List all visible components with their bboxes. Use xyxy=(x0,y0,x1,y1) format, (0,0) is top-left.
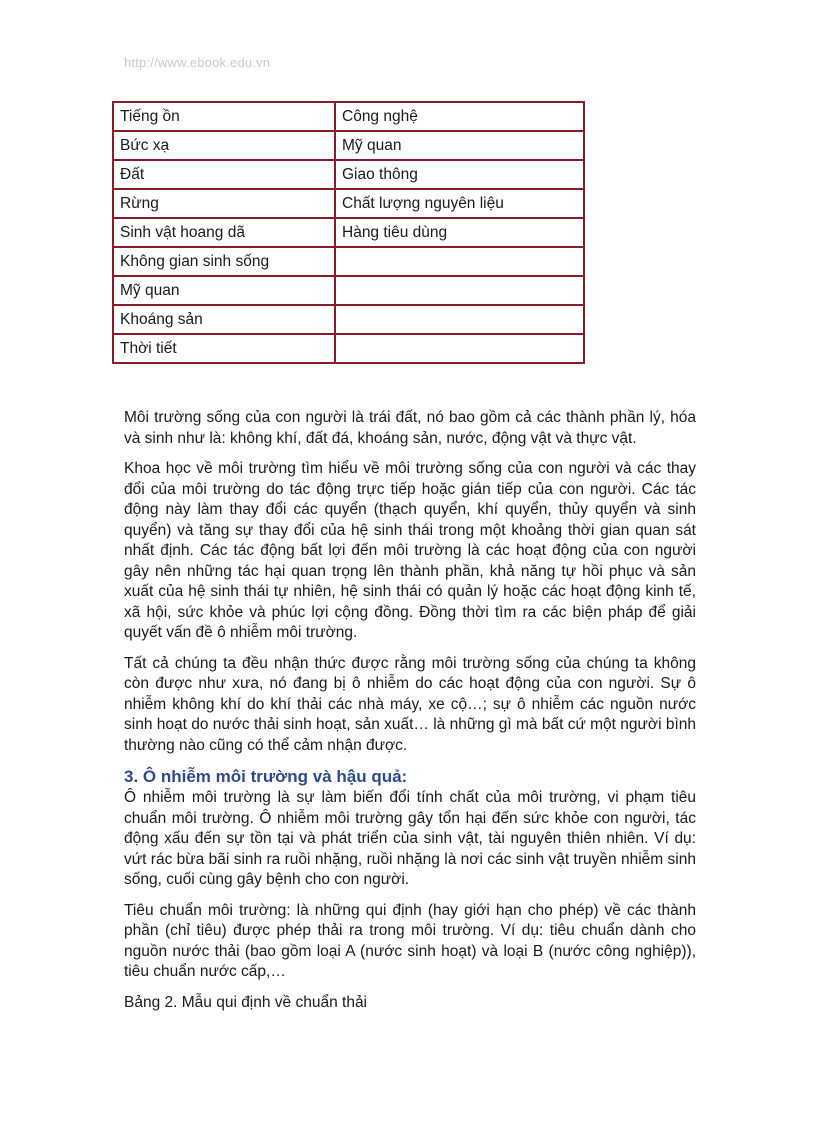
document-body xyxy=(124,408,696,1023)
paragraph-environmental-science: Khoa học về môi trường tìm hiểu về môi trường sống của con người và các thay đổi của môi trường do tác động trực tiếp hoặc gián tiếp của con người. Các tác động này làm thay đổi các quyển (thạch quyển, khí quyển, thủy quyển và sinh quyển) và tăng sự thay đổi của hệ sinh thái trong một khoảng thời gian quan sát nhất định. Các tác động bất lợi đến môi trường là các hoạt động của con người gây nên những tác hại quan trọng lên thành phần, khả năng tự hồi phục và sản xuất của hệ sinh thái tự nhiên, hệ sinh thái có quản lý hoặc các hoạt động kinh tế, xã hội, sức khỏe và phúc lợi cộng đồng. Đồng thời tìm ra các biện pháp để giải quyết vấn đề ô nhiễm môi trường. xyxy=(124,460,696,641)
impact-table xyxy=(112,101,585,364)
table-row xyxy=(113,160,584,189)
paragraph-environmental-standards: Tiêu chuẩn môi trường: là những qui định (hay giới hạn cho phép) về các thành phần (chỉ tiêu) được phép thải ra trong môi trường. Ví dụ: tiêu chuẩn dành cho nguồn nước thải (bao gồm loại A (nước sinh hoạt) và loại B (nước công nghiệp)), tiêu chuẩn nước cấp,… xyxy=(124,901,696,980)
table-row xyxy=(113,189,584,218)
table-row xyxy=(113,276,584,305)
table-row xyxy=(113,247,584,276)
paragraph-earth-environment: Môi trường sống của con người là trái đất, nó bao gồm cả các thành phần lý, hóa và sinh như là: không khí, đất đá, khoáng sản, nước, động vật và thực vật. xyxy=(124,409,696,447)
table-cell: Khoáng sản xyxy=(113,305,335,334)
table-cell: Tiếng ồn xyxy=(113,102,335,131)
table-cell: Chất lượng nguyên liệu xyxy=(335,189,584,218)
paragraph-pollution-awareness: Tất cả chúng ta đều nhận thức được rằng môi trường sống của chúng ta không còn được như xưa, nó đang bị ô nhiễm do các hoạt động của con người. Sự ô nhiễm không khí do khí thải các nhà máy, xe cộ…; sự ô nhiễm các nguồn nước sinh hoạt do nước thải sinh hoạt, sản xuất… là những gì mà bất cứ một người bình thường nào cũng có thể cảm nhận được. xyxy=(124,654,696,754)
table-cell xyxy=(335,247,584,276)
table-cell: Không gian sinh sống xyxy=(113,247,335,276)
table-row xyxy=(113,218,584,247)
table-cell: Mỹ quan xyxy=(113,276,335,305)
section-heading: 3. Ô nhiễm môi trường và hậu quả: xyxy=(124,767,408,786)
table-row xyxy=(113,305,584,334)
table-cell: Đất xyxy=(113,160,335,189)
table-cell: Thời tiết xyxy=(113,334,335,363)
table-cell xyxy=(335,305,584,334)
table-caption: Bảng 2. Mẫu qui định về chuẩn thải xyxy=(124,993,368,1011)
table-cell: Mỹ quan xyxy=(335,131,584,160)
table-row xyxy=(113,334,584,363)
table-cell: Bức xạ xyxy=(113,131,335,160)
table-cell: Hàng tiêu dùng xyxy=(335,218,584,247)
table-cell: Công nghệ xyxy=(335,102,584,131)
table-cell: Rừng xyxy=(113,189,335,218)
watermark-url: http://www.ebook.edu.vn xyxy=(124,55,271,70)
table-cell xyxy=(335,334,584,363)
paragraph-pollution-definition: Ô nhiễm môi trường là sự làm biến đổi tính chất của môi trường, vi phạm tiêu chuẩn môi trường. Ô nhiễm môi trường gây tổn hại đến sức khỏe con người, tác động xấu đến sự tồn tại và phát triển của sinh vật, tài nguyên thiên nhiên. Ví dụ: vứt rác bừa bãi sinh ra ruồi nhặng, ruồi nhặng là nơi các sinh vật truyền nhiễm sinh sống, cuối cùng gây bệnh cho con người. xyxy=(124,789,696,888)
table-cell: Sinh vật hoang dã xyxy=(113,218,335,247)
table-row xyxy=(113,131,584,160)
table-row xyxy=(113,102,584,131)
table-cell xyxy=(335,276,584,305)
table-cell: Giao thông xyxy=(335,160,584,189)
